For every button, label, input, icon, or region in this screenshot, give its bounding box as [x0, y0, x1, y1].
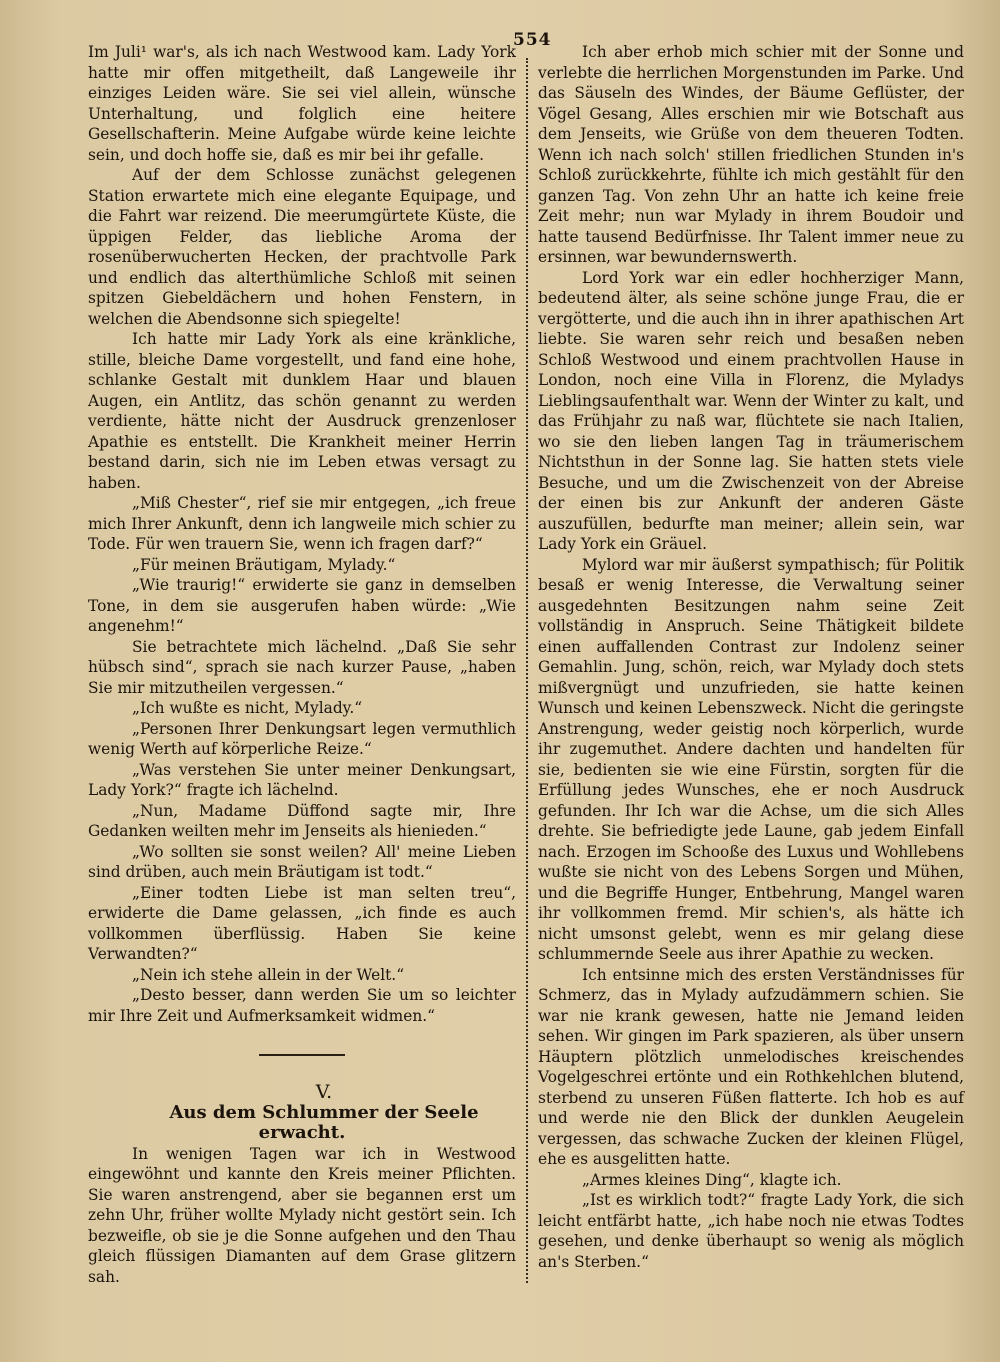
paragraph: „Nun, Madame Düffond sagte mir, Ihre Gedanken weilten mehr im Jenseits als hienieden.“ [88, 801, 516, 840]
paragraph: „Miß Chester“, rief sie mir entgegen, „ich freue mich Ihrer Ankunft, denn ich langweile mich schier zu Tode. Für wen trauern Sie, wenn ich fragen darf?“ [88, 494, 516, 553]
paragraph: „Desto besser, dann werden Sie um so leichter mir Ihre Zeit und Aufmerksamkeit widmen.“ [88, 986, 516, 1025]
paragraph: Ich entsinne mich des ersten Verständnisses für Schmerz, das in Mylady aufzudämmern schien. Sie war nie krank gewesen, hatte nie Jemand leiden sehen. Wir gingen im Park spazieren, als über unsern Häuptern plötzlich unmelodisches kreischendes Vogelgeschrei ertönte und ein Rothkehlchen blutend, sterbend zu unseren Füßen flatterte. Ich hob es auf und werde nie den Blick der dunklen Aeugelein vergessen, das schwache Zucken der kleinen Flügel, ehe es ausgelitten hatte. [538, 965, 964, 1168]
paragraph: Mylord war mir äußerst sympathisch; für Politik besaß er wenig Interesse, die Verwaltung seiner ausgedehnten Besitzungen nahm seine Zeit vollständig in Anspruch. Seine Thätigkeit bildete einen auffallenden Contrast zur Indolenz seiner Gemahlin. Jung, schön, reich, war Mylady doch stets mißvergnügt und unzufrieden, sie hatte keinen Wunsch und keinen Lebenszweck. Nicht die geringste Anstrengung, weder geistig noch körperlich, wurde ihr zugemuthet. Andere dachten und handelten für sie, bedienten sie wie eine Fürstin, sorgten für die Erfüllung jedes Wunsches, ehe er noch Ausdruck gefunden. Ihr Ich war die Achse, um die sich Alles drehte. Sie befriedigte jede Laune, gab jedem Einfall nach. Erzogen im Schooße des Luxus und Wohllebens wußte sie nicht von des Lebens Sorgen und Mühen, und die Begriffe Hunger, Entbehrung, Mangel waren ihr vollkommen fremd. Mir schien's, als hätte ich nicht umsonst gelebt, wenn es mir gelang diese schlummernde Seele aus ihrer Apathie zu wecken. [538, 555, 964, 963]
left-column [88, 42, 516, 1287]
column-rule [526, 58, 528, 1283]
page-number: 554 [513, 30, 552, 50]
paragraph: Auf der dem Schlosse zunächst gelegenen Station erwartete mich eine elegante Equipage, und die Fahrt war reizend. Die meerumgürtete Küste, die üppigen Felder, das liebliche Aroma der rosenüberwucherten Hecken, der prachtvolle Park und endlich das alterthümliche Schloß mit seinen spitzen Giebeldächern und hohen Fenstern, in welchen die Abendsonne sich spiegelte! [88, 166, 516, 328]
paragraph: In wenigen Tagen war ich in Westwood eingewöhnt und kannte den Kreis meiner Pflichten. Sie waren anstrengend, aber sie begannen erst um zehn Uhr, früher wollte Mylady nicht gestört sein. Ich bezweifle, ob sie je die Sonne aufgehen und den Thau gleich flüssigen Diamanten auf dem Grase glitzern sah. [88, 1144, 516, 1286]
paragraph: „Einer todten Liebe ist man selten treu“, erwiderte die Dame gelassen, „ich finde es auch vollkommen überflüssig. Haben Sie keine Verwandten?“ [88, 883, 516, 963]
paragraph: „Personen Ihrer Denkungsart legen vermuthlich wenig Werth auf körperliche Reize.“ [88, 719, 516, 758]
section-divider [259, 1054, 345, 1056]
paragraph: „Was verstehen Sie unter meiner Denkungsart, Lady York?“ fragte ich lächelnd. [88, 760, 516, 799]
paragraph: „Wo sollten sie sonst weilen? All' meine Lieben sind drüben, auch mein Bräutigam ist todt.“ [88, 842, 516, 881]
paragraph: Sie betrachtete mich lächelnd. „Daß Sie sehr hübsch sind“, sprach sie nach kurzer Pause, „haben Sie mir mitzutheilen vergessen.“ [88, 637, 516, 697]
right-column [538, 42, 964, 1272]
section-heading: Aus dem Schlummer der Seele erwacht. [169, 1101, 479, 1143]
paragraph: „Nein ich stehe allein in der Welt.“ [132, 965, 405, 984]
paragraph: „Wie traurig!“ erwiderte sie ganz in demselben Tone, in dem sie ausgerufen haben würde: „Wie angenehm!“ [88, 576, 516, 635]
paragraph: Ich aber erhob mich schier mit der Sonne und verlebte die herrlichen Morgenstunden im Parke. Und das Säuseln des Windes, der Bäume Geflüster, der Vögel Gesang, Alles erschien mir wie Botschaft aus dem Jenseits, wie Grüße von dem theueren Todten. Wenn ich nach solch' stillen friedlichen Stunden in's Schloß zurückkehrte, fühlte ich mich gestählt für den ganzen Tag. Von zehn Uhr an hatte ich keine freie Zeit mehr; nun war Mylady in ihrem Boudoir und hatte tausend Bedürfnisse. Ihr Talent immer neue zu ersinnen, war bewundernswerth. [538, 43, 964, 266]
paragraph: Ich hatte mir Lady York als eine kränkliche, stille, bleiche Dame vorgestellt, und fand eine hohe, schlanke Gestalt mit dunklem Haar und blauen Augen, ein Antlitz, das schön genannt zu werden verdiente, hätte nicht der Ausdruck grenzenloser Apathie es entstellt. Die Krankheit meiner Herrin bestand darin, sich nie im Leben etwas versagt zu haben. [88, 330, 516, 492]
paragraph: Im Juli¹ war's, als ich nach Westwood kam. Lady York hatte mir offen mitgetheilt, daß Langeweile ihr einziges Leiden wäre. Sie sei viel allein, wünsche Unterhaltung, und folglich eine heitere Gesellschafterin. Meine Aufgabe würde keine leichte sein, und doch hoffe sie, daß es mir bei ihr gefalle. [88, 43, 516, 164]
paragraph: Lord York war ein edler hochherziger Mann, bedeutend älter, als seine schöne junge Frau, die er vergötterte, und die auch ihn in ihrer apathischen Art liebte. Sie waren sehr reich und besaßen neben Schloß Westwood und einem prachtvollen Hause in London, noch eine Villa in Florenz, die Myladys Lieblingsaufenthalt war. Wenn der Winter zu kalt, und das Frühjahr zu naß war, flüchtete sie nach Italien, wo sie den lieben langen Tag in träumerischem Nichtsthun in der Sonne lag. Sie hatten stets viele Besuche, und um die Zwischenzeit von der Abreise der einen bis zur Ankunft der anderen Gäste auszufüllen, bedurfte man meiner; allein sein, war Lady York ein Gräuel. [538, 268, 964, 553]
section-number: V. [315, 1081, 333, 1103]
paragraph: „Für meinen Bräutigam, Mylady.“ [132, 555, 396, 574]
paragraph: „Ich wußte es nicht, Mylady.“ [132, 699, 363, 717]
paragraph: „Armes kleines Ding“, klagte ich. [582, 1170, 842, 1189]
paragraph: „Ist es wirklich todt?“ fragte Lady York, die sich leicht entfärbt hatte, „ich habe noch nie etwas Todtes gesehen, und denke überhaupt so wenig als möglich an's Sterben.“ [538, 1191, 964, 1271]
